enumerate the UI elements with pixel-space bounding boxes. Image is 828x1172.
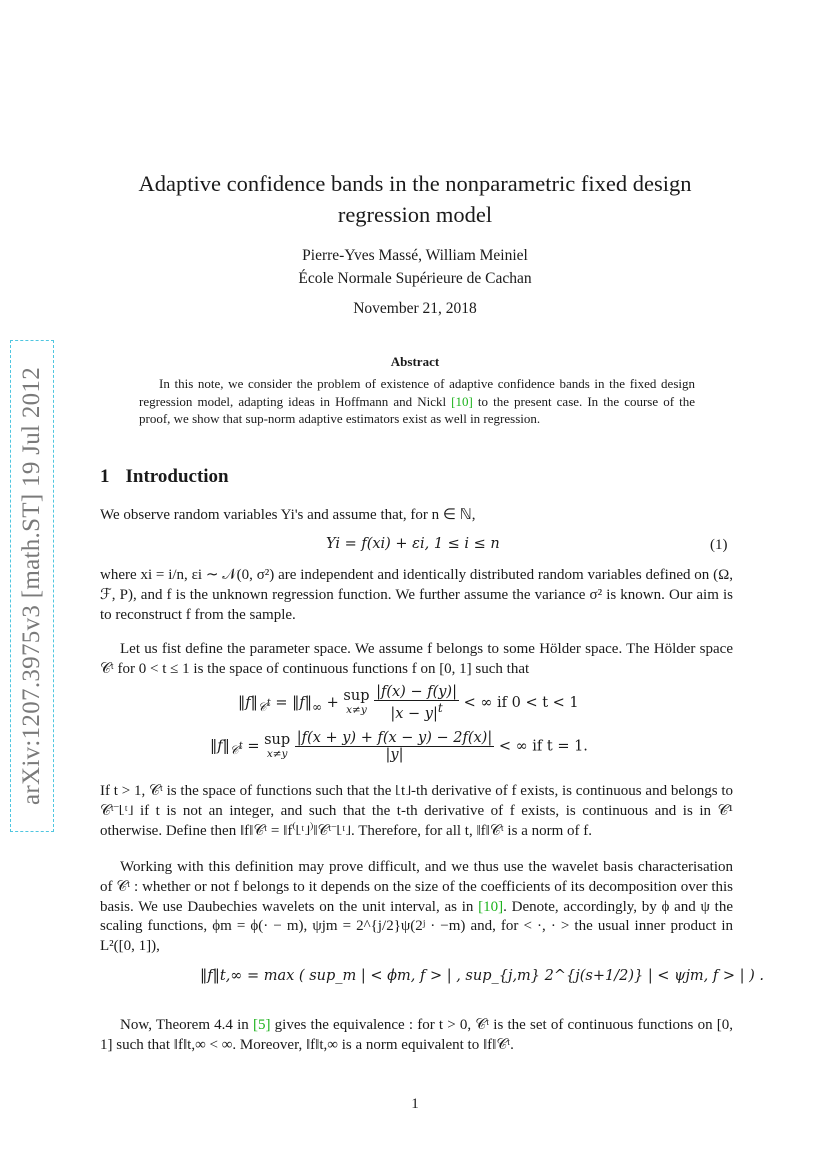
fraction: $\frac{|f(x + y) + f(x - y) - 2f(x)|}{|y|}$ — [296, 730, 493, 763]
equation-1: Yi = f(xi) + εi, 1 ≤ i ≤ n — [326, 536, 500, 552]
paragraph-holder: Let us fist define the parameter space. We assume f belongs to some Hölder space. The Hölder space 𝒞ᵗ for 0 < t ≤ 1 is the space of continuous functions f on [0, 1] such that — [100, 641, 733, 677]
sup-operator: sup x≠y — [343, 687, 370, 716]
citation-link[interactable]: [10] — [478, 898, 504, 915]
equation-2: $‖f‖_{𝒞^t}$ = $‖f‖_\infty$ + sup x≠y $\frac{|f(x) - f(y)|}{|x - y|^t}$ < ∞ if 0 < t < 1 — [238, 684, 579, 722]
section-number: 1 — [100, 466, 110, 487]
section-title: Introduction — [125, 466, 229, 487]
affiliation: École Normale Supérieure de Cachan — [298, 270, 532, 287]
citation-link[interactable]: [5] — [252, 1017, 271, 1033]
equation-4: ‖f‖t,∞ = max ( sup_m | < ϕm, f > | , sup_{j,m} 2^{j(s+1/2)} | < ψjm, f > | ) . — [200, 968, 765, 984]
paragraph-theorem: Now, Theorem 4.4 in [5] gives the equivalence : for t > 0, 𝒞ᵗ is the set of continuous functions on [0, 1] such that ‖f‖t,∞ < ∞. Moreover, ‖f‖t,∞ is a norm equivalent to ‖f‖𝒞ᵗ. — [100, 1017, 733, 1053]
paper-date: November 21, 2018 — [353, 300, 477, 317]
arxiv-id: arXiv:1207.3975v3 [math.ST] 19 Jul 2012 — [18, 366, 45, 806]
equation-1-number: (1) — [710, 537, 728, 553]
abstract-text: In this note, we consider the problem of existence of adaptive confidence bands in the fixed design regression model, adapting ideas in Hoffmann and Nickl [10] to the present case. In the course of the proof, we show that sup-norm adaptive estimators exist as well in regression. — [139, 376, 695, 426]
author-block — [100, 244, 730, 290]
page-number: 1 — [411, 1096, 419, 1112]
fraction: $\frac{|f(x) - f(y)|}{|x - y|^t}$ — [376, 684, 457, 722]
arxiv-stamp — [10, 340, 54, 832]
citation-link[interactable]: [10] — [451, 393, 473, 409]
section-heading — [100, 466, 229, 488]
sup-operator: sup x≠y — [264, 731, 291, 760]
paper-title: Adaptive confidence bands in the nonparametric fixed design regression model — [138, 171, 692, 227]
authors: Pierre-Yves Massé, William Meiniel — [302, 247, 528, 264]
equation-3: $‖f‖_{𝒞^t}$ = sup x≠y $\frac{|f(x + y) + f(x - y) - 2f(x)|}{|y|}$ < ∞ if t = 1. — [210, 730, 588, 763]
paragraph-wavelet: Working with this definition may prove difficult, and we thus use the wavelet basis characterisation of 𝒞ᵗ : whether or not f belongs to it depends on the size of the coefficients of its decomposition over this basis. We use Daubechies wavelets on the unit interval, as in [10]. Denote, accordingly, by ϕ and ψ the scaling functions, ϕm = ϕ(· − m), ψjm = 2^{j/2}ψ(2ʲ · −m) and, for < ·, · > the usual inner product in L²([0, 1]), — [100, 859, 734, 955]
abstract-heading: Abstract — [390, 354, 440, 369]
paragraph-t-greater-1: If t > 1, 𝒞ᵗ is the space of functions such that the ⌊t⌋-th derivative of f exists, is continuous and belongs to 𝒞ᵗ⁻⌊ᵗ⌋ if t is not an integer, and such that the t-th derivative of f exists, is continuous and is in 𝒞¹ otherwise. Define then ‖f‖𝒞ᵗ = ‖f⁽⌊ᵗ⌋⁾‖𝒞ᵗ⁻⌊ᵗ⌋. Therefore, for all t, ‖f‖𝒞ᵗ is a norm of f. — [100, 783, 733, 839]
paragraph-where: where xi = i/n, εi ∼ 𝒩(0, σ²) are independent and identically distributed random variables defined on (Ω, ℱ, P), and f is the unknown regression function. We further assume the variance σ² is known. Our aim is to reconstruct f from the sample. — [100, 567, 733, 623]
paragraph-observe: We observe random variables Yi's and assume that, for n ∈ ℕ, — [100, 507, 476, 523]
